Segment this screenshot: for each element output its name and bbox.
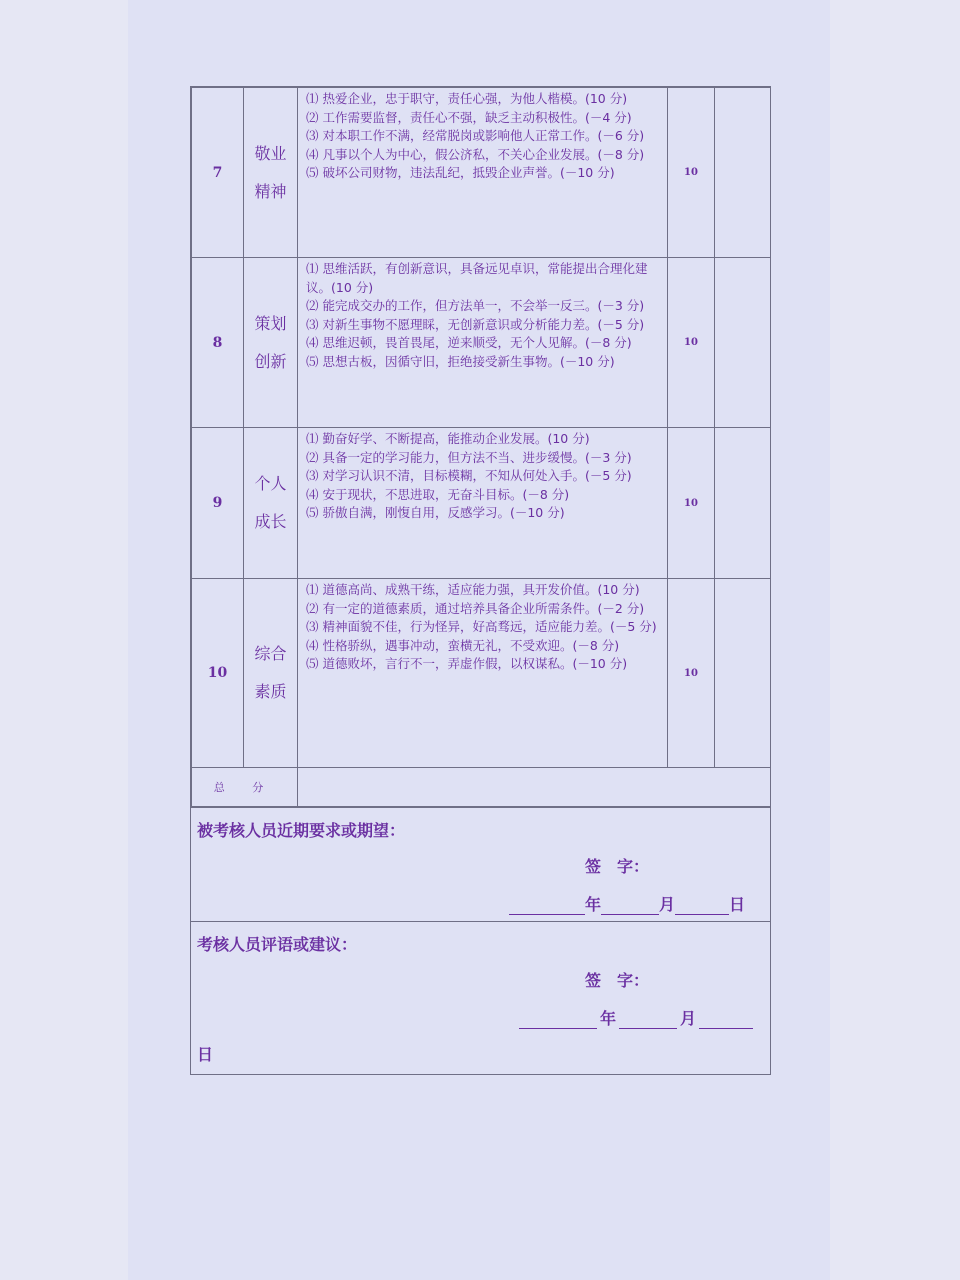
criterion-text: ⑶ 对本职工作不满，经常脱岗或影响他人正常工作。(－6 分) <box>306 128 645 144</box>
item-name <box>244 579 298 768</box>
total-row <box>192 768 771 807</box>
criteria-row <box>192 579 771 768</box>
max-score: 10 <box>668 88 715 258</box>
criteria-list <box>298 88 668 258</box>
day-blank[interactable] <box>699 1028 753 1029</box>
criterion-text: ⑵ 能完成交办的工作，但方法单一，不会举一反三。(－3 分) <box>306 298 645 314</box>
comment-day-label: 日 <box>197 1045 214 1064</box>
criteria-list <box>298 258 668 428</box>
year-blank[interactable] <box>519 1028 597 1029</box>
row-number: 9 <box>192 428 244 579</box>
total-value-cell[interactable] <box>298 768 771 807</box>
criteria-table <box>191 87 771 807</box>
max-score: 10 <box>668 579 715 768</box>
row-number: 8 <box>192 258 244 428</box>
month-blank[interactable] <box>601 914 659 915</box>
expectation-sign-label: 签 字： <box>585 857 650 876</box>
comment-title: 考核人员评语或建议： <box>197 935 358 954</box>
criterion-text: ⑶ 对新生事物不愿理睬，无创新意识或分析能力差。(－5 分) <box>306 316 645 332</box>
item-name-part: 精神 <box>254 181 287 201</box>
criterion-text: ⑶ 对学习认识不清，目标模糊，不知从何处入手。(－5 分) <box>306 468 632 484</box>
criterion-text: ⑴ 热爱企业，忠于职守，责任心强，为他人楷模。(10 分) <box>306 91 628 106</box>
score-input-cell[interactable] <box>715 258 771 428</box>
score-input-cell[interactable] <box>715 579 771 768</box>
criterion-text: ⑷ 凡事以个人为中心，假公济私，不关心企业发展。(－8 分) <box>306 146 645 162</box>
expectation-title: 被考核人员近期要求或期望： <box>197 821 406 840</box>
criterion-text: ⑴ 道德高尚、成熟干练，适应能力强，具开发价值。(10 分) <box>306 582 640 597</box>
max-score: 10 <box>668 428 715 579</box>
criterion-text: ⑸ 思想古板，因循守旧，拒绝接受新生事物。(－10 分) <box>306 353 615 369</box>
month-label: 月 <box>659 895 676 914</box>
item-name-part: 创新 <box>254 351 287 371</box>
total-label: 总 分 <box>192 768 298 807</box>
criterion-text: ⑷ 性格骄纵，遇事冲动，蛮横无礼，不受欢迎。(－8 分) <box>306 637 620 653</box>
item-name-part: 综合 <box>254 644 287 663</box>
item-name-part: 个人 <box>254 474 287 493</box>
year-label: 年 <box>585 895 602 914</box>
item-name-part: 成长 <box>254 512 287 531</box>
row-number: 7 <box>192 88 244 258</box>
score-input-cell[interactable] <box>715 88 771 258</box>
day-blank[interactable] <box>675 914 729 915</box>
criteria-list <box>298 428 668 579</box>
criteria-list <box>298 579 668 768</box>
criterion-text: ⑸ 破坏公司财物，违法乱纪，抵毁企业声誉。(－10 分) <box>306 165 615 181</box>
score-input-cell[interactable] <box>715 428 771 579</box>
month-label: 月 <box>680 1009 697 1028</box>
item-name <box>244 428 298 579</box>
comment-sign-label: 签 字： <box>585 971 650 990</box>
row-number: 10 <box>192 579 244 768</box>
comment-section <box>191 921 770 1074</box>
criterion-text: ⑵ 具备一定的学习能力，但方法不当、进步缓慢。(－3 分) <box>306 449 632 465</box>
day-label: 日 <box>729 895 746 914</box>
criteria-row <box>192 88 771 258</box>
expectation-date-line <box>509 892 745 915</box>
evaluation-form <box>190 86 771 1075</box>
item-name <box>244 258 298 428</box>
expectation-section <box>191 807 770 921</box>
comment-date-line <box>519 1006 753 1029</box>
item-name-part: 策划 <box>254 313 287 333</box>
criterion-text: ⑴ 思维活跃，有创新意识，具备远见卓识，常能提出合理化建议。(10 分) <box>306 261 648 295</box>
item-name-part: 敬业 <box>254 143 287 163</box>
year-label: 年 <box>600 1009 617 1028</box>
criterion-text: ⑴ 勤奋好学、不断提高，能推动企业发展。(10 分) <box>306 431 590 446</box>
criterion-text: ⑷ 安于现状，不思进取，无奋斗目标。(－8 分) <box>306 486 570 502</box>
criterion-text: ⑶ 精神面貌不佳，行为怪异，好高骛远，适应能力差。(－5 分) <box>306 619 657 635</box>
criterion-text: ⑵ 工作需要监督，责任心不强，缺乏主动积极性。(－4 分) <box>306 109 632 125</box>
criteria-rows <box>192 88 771 768</box>
criterion-text: ⑸ 道德败坏，言行不一，弄虚作假，以权谋私。(－10 分) <box>306 656 628 672</box>
criteria-row <box>192 258 771 428</box>
criteria-row <box>192 428 771 579</box>
item-name <box>244 88 298 258</box>
criterion-text: ⑵ 有一定的道德素质，通过培养具备企业所需条件。(－2 分) <box>306 600 645 616</box>
item-name-part: 素质 <box>254 682 287 701</box>
max-score: 10 <box>668 258 715 428</box>
year-blank[interactable] <box>509 914 585 915</box>
criterion-text: ⑷ 思维迟顿，畏首畏尾，逆来顺受，无个人见解。(－8 分) <box>306 335 632 351</box>
month-blank[interactable] <box>619 1028 677 1029</box>
criterion-text: ⑸ 骄傲自满，刚愎自用，反感学习。(－10 分) <box>306 505 565 521</box>
